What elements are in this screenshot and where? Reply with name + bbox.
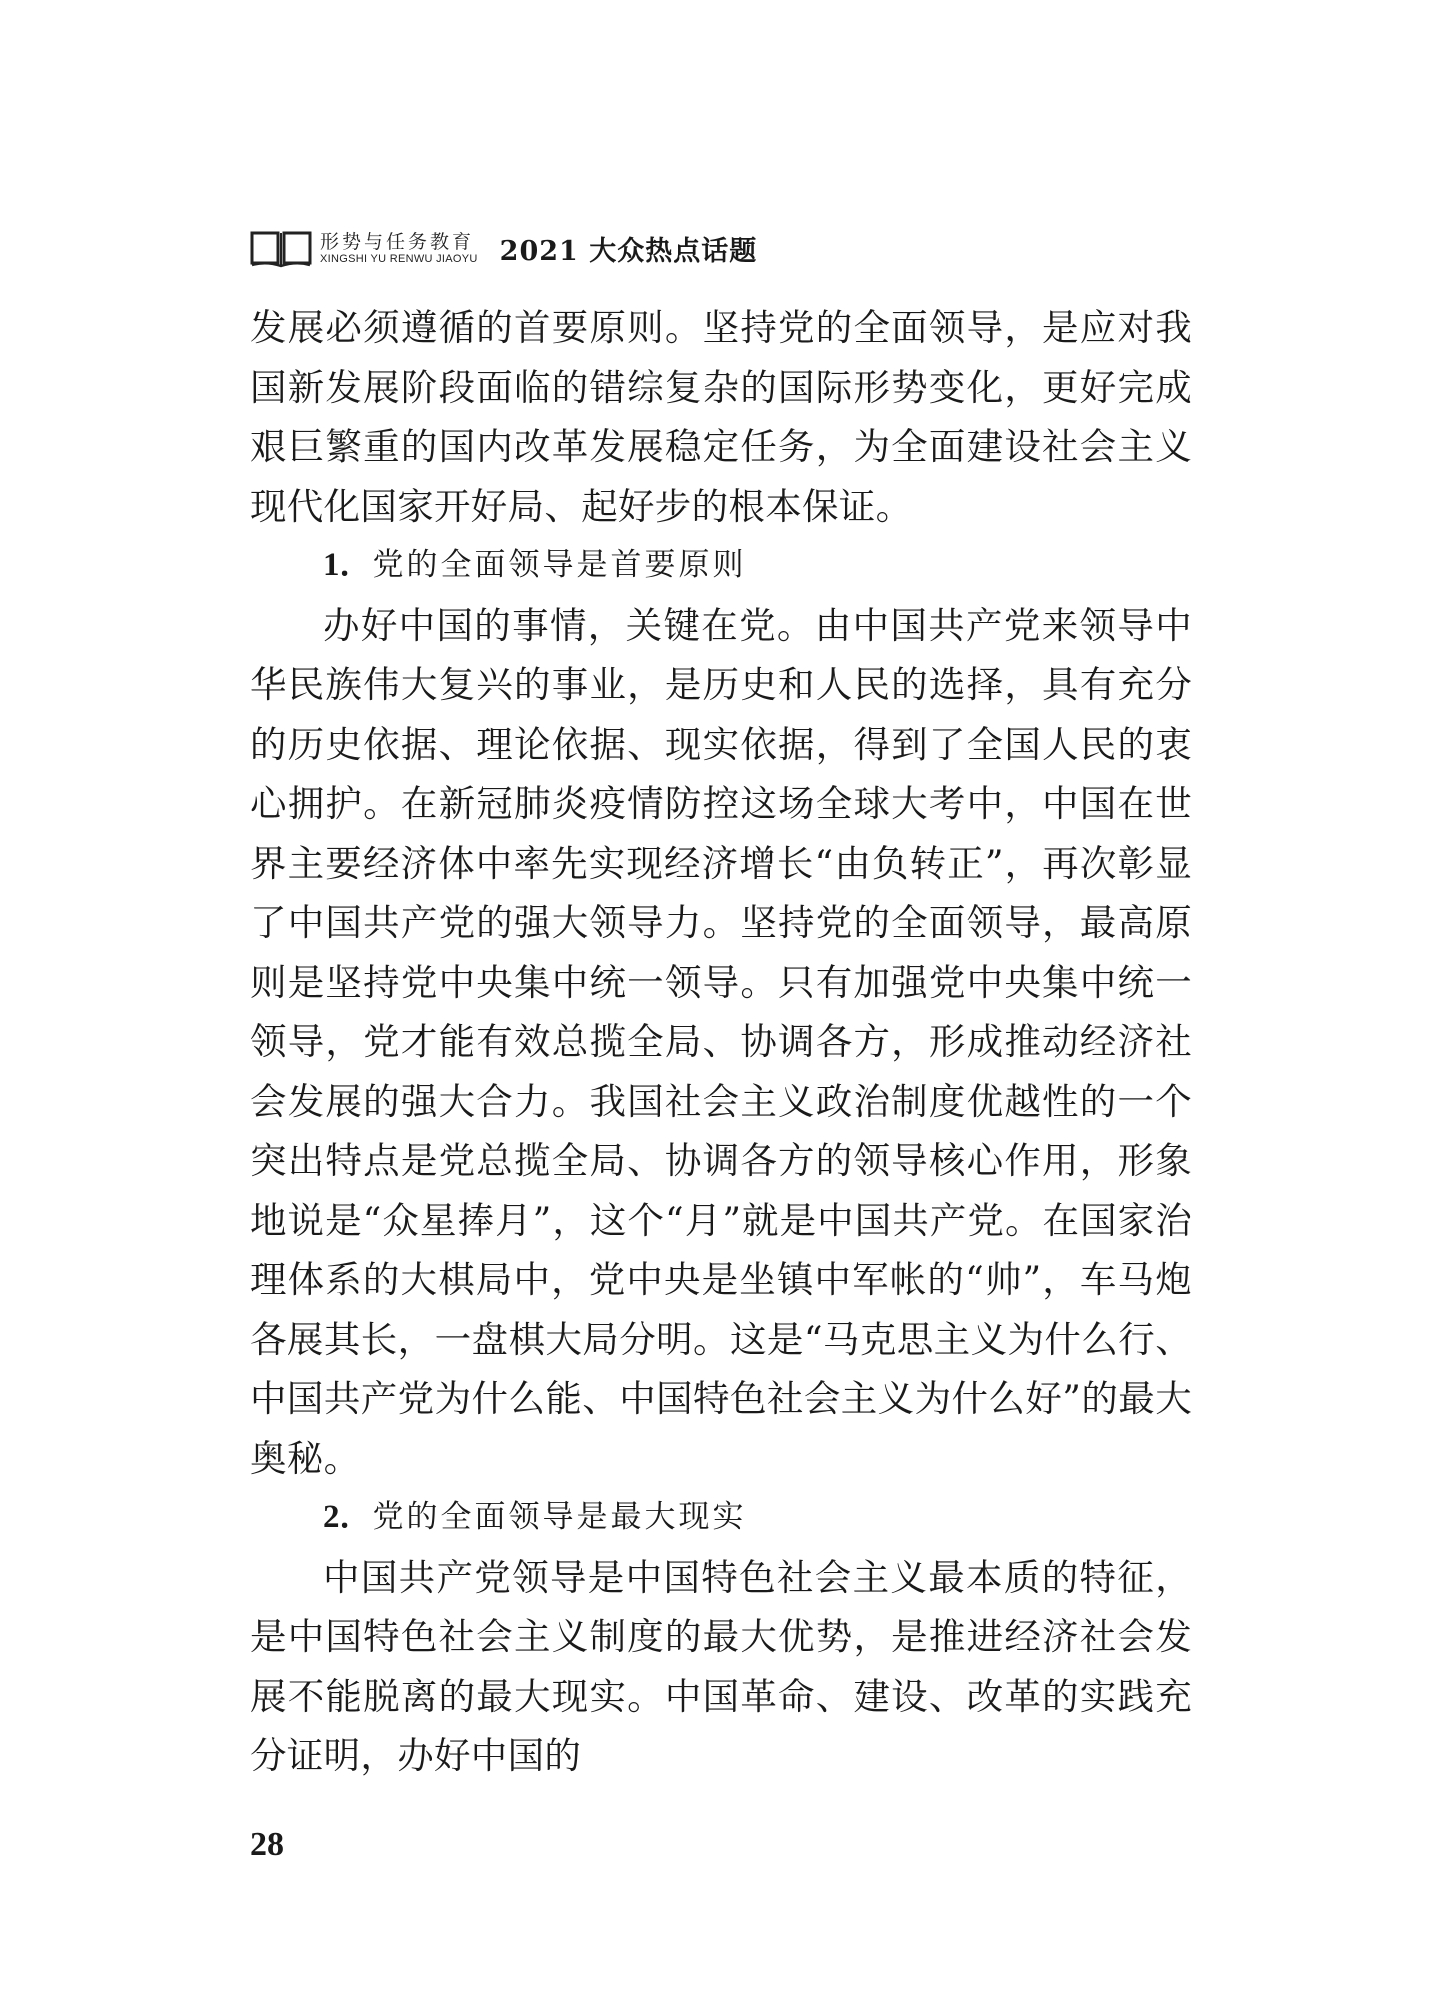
heading-text: 党的全面领导是最大现实 — [372, 1499, 747, 1535]
page-number: 28 — [250, 1826, 284, 1863]
section-heading-2 — [250, 1488, 1192, 1548]
journal-brand — [320, 231, 478, 266]
brand-pinyin: XINGSHI YU RENWU JIAOYU — [320, 252, 478, 265]
brand-chinese: 形势与任务教育 — [320, 230, 475, 253]
paragraph-continued: 发展必须遵循的首要原则。坚持党的全面领导，是应对我国新发展阶段面临的错综复杂的国际形势变化，更好完成艰巨繁重的国内改革发展稳定任务，为全面建设社会主义现代化国家开好局、起好步的根本保证。 — [250, 306, 1192, 528]
heading-number: 1． — [323, 547, 373, 583]
page-body — [250, 298, 1192, 1786]
paragraph-section-2: 中国共产党领导是中国特色社会主义最本质的特征，是中国特色社会主义制度的最大优势，是推进经济社会发展不能脱离的最大现实。中国革命、建设、改革的实践充分证明，办好中国的 — [250, 1555, 1192, 1777]
paragraph-section-1: 办好中国的事情，关键在党。由中国共产党来领导中华民族伟大复兴的事业，是历史和人民的选择，具有充分的历史依据、理论依据、现实依据，得到了全国人民的衷心拥护。在新冠肺炎疫情防控这场全球大考中，中国在世界主要经济体中率先实现经济增长“由负转正”，再次彰显了中国共产党的强大领导力。坚持党的全面领导，最高原则是坚持党中央集中统一领导。只有加强党中央集中统一领导，党才能有效总揽全局、协调各方，形成推动经济社会发展的强大合力。我国社会主义政治制度优越性的一个突出特点是党总揽全局、协调各方的领导核心作用，形象地说是“众星捧月”，这个“月”就是中国共产党。在国家治理体系的大棋局中，党中央是坐镇中军帐的“帅”，车马炮各展其长，一盘棋大局分明。这是“马克思主义为什么行、中国共产党为什么能、中国特色社会主义为什么好”的最大奥秘。 — [250, 603, 1192, 1480]
header-title: 2021 大众热点话题 — [499, 235, 758, 267]
section-heading-1 — [250, 536, 1192, 596]
running-header — [250, 226, 757, 270]
heading-number: 2． — [323, 1499, 373, 1535]
heading-text: 党的全面领导是首要原则 — [372, 547, 747, 583]
open-book-icon — [250, 228, 312, 268]
